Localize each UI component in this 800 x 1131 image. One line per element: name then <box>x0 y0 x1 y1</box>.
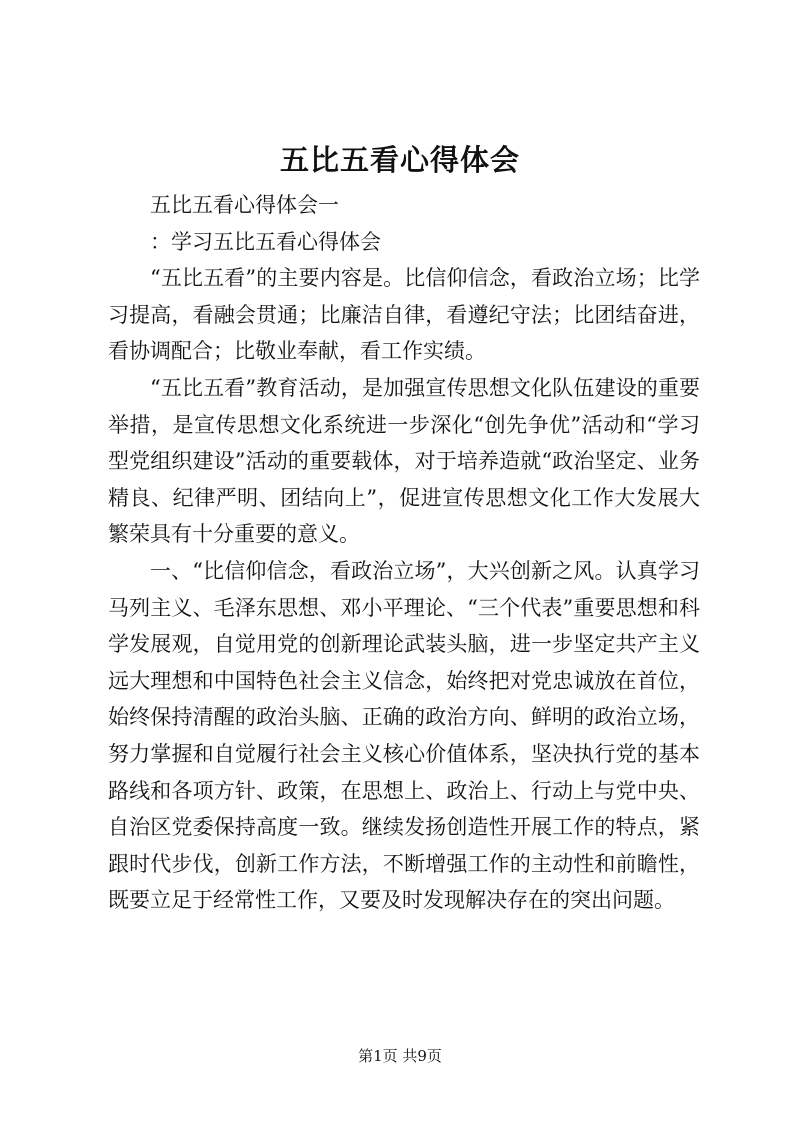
paragraph-activity-significance: “五比五看”教育活动，是加强宣传思想文化队伍建设的重要举措，是宣传思想文化系统进一步深化“创先争优”活动和“学习型党组织建设”活动的重要载体，对于培养造就“政治坚定、业务精良、纪律严明、团结向上”，促进宣传思想文化工作大发展大繁荣具有十分重要的意义。 <box>108 375 700 547</box>
paragraph-point-one: 一、“比信仰信念，看政治立场”，大兴创新之风。认真学习马列主义、毛泽东思想、邓小平理论、“三个代表”重要思想和科学发展观，自觉用党的创新理论武装头脑，进一步坚定共产主义远大理想和中国特色社会主义信念，始终把对党忠诚放在首位，始终保持清醒的政治头脑、正确的政治方向、鲜明的政治立场，努力掌握和自觉履行社会主义核心价值体系，坚决执行党的基本路线和各项方针、政策，在思想上、政治上、行动上与党中央、自治区党委保持高度一致。继续发扬创造性开展工作的特点，紧跟时代步伐，创新工作方法，不断增强工作的主动性和前瞻性，既要立足于经常性工作，又要及时发现解决存在的突出问题。 <box>108 558 700 913</box>
document-title: 五比五看心得体会 <box>279 143 520 177</box>
page-footer: 第1页 共9页 <box>358 1047 442 1065</box>
paragraph-subtitle: 五比五看心得体会一 <box>150 193 339 217</box>
paragraph-section-heading: ：学习五比五看心得体会 <box>150 229 381 254</box>
paragraph-main-content: “五比五看”的主要内容是。比信仰信念，看政治立场；比学习提高，看融会贯通；比廉洁自律，看遵纪守法；比团结奋进，看协调配合；比敬业奉献，看工作实绩。 <box>108 266 700 364</box>
document-body <box>108 187 700 919</box>
